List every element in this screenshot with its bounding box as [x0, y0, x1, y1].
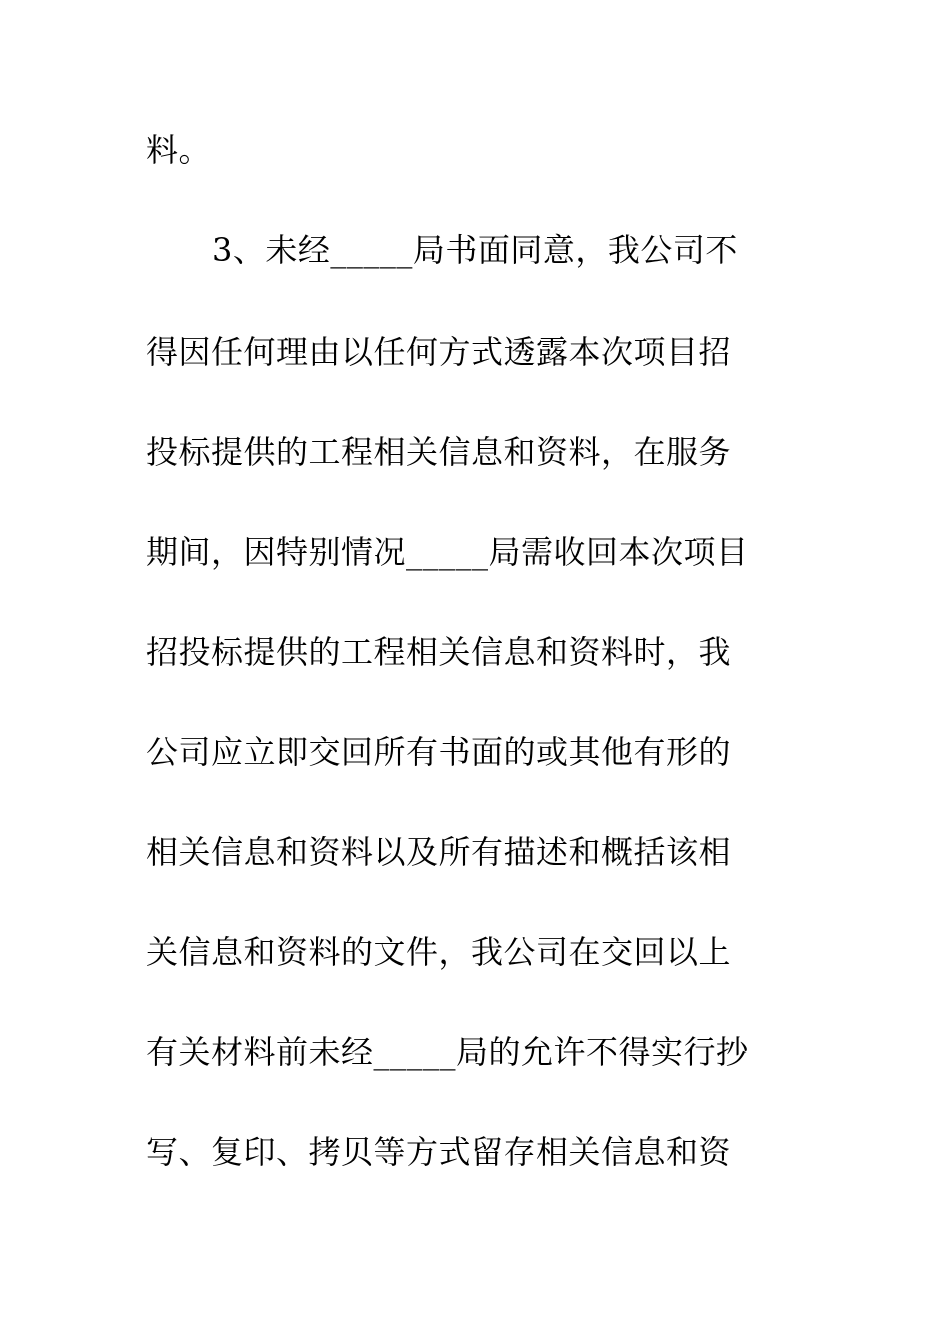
text-line-11: 写、复印、拷贝等方式留存相关信息和资: [146, 1133, 732, 1171]
text-line-6: 招投标提供的工程相关信息和资料时，我: [146, 633, 732, 671]
text-line-8: 相关信息和资料以及所有描述和概括该相: [146, 833, 732, 871]
text-line-10: 有关材料前未经_____局的允许不得实行抄: [146, 1033, 749, 1071]
text-line-3: 得因任何理由以任何方式透露本次项目招: [146, 333, 732, 371]
text-line-7: 公司应立即交回所有书面的或其他有形的: [146, 733, 732, 771]
text-line-1: 料。: [146, 131, 212, 169]
text-line-5: 期间，因特别情况_____局需收回本次项目: [146, 533, 749, 571]
text-line-4: 投标提供的工程相关信息和资料，在服务: [146, 433, 732, 471]
text-line-2: 3、未经_____局书面同意，我公司不: [212, 231, 738, 269]
text-line-9: 关信息和资料的文件，我公司在交回以上: [146, 933, 732, 971]
